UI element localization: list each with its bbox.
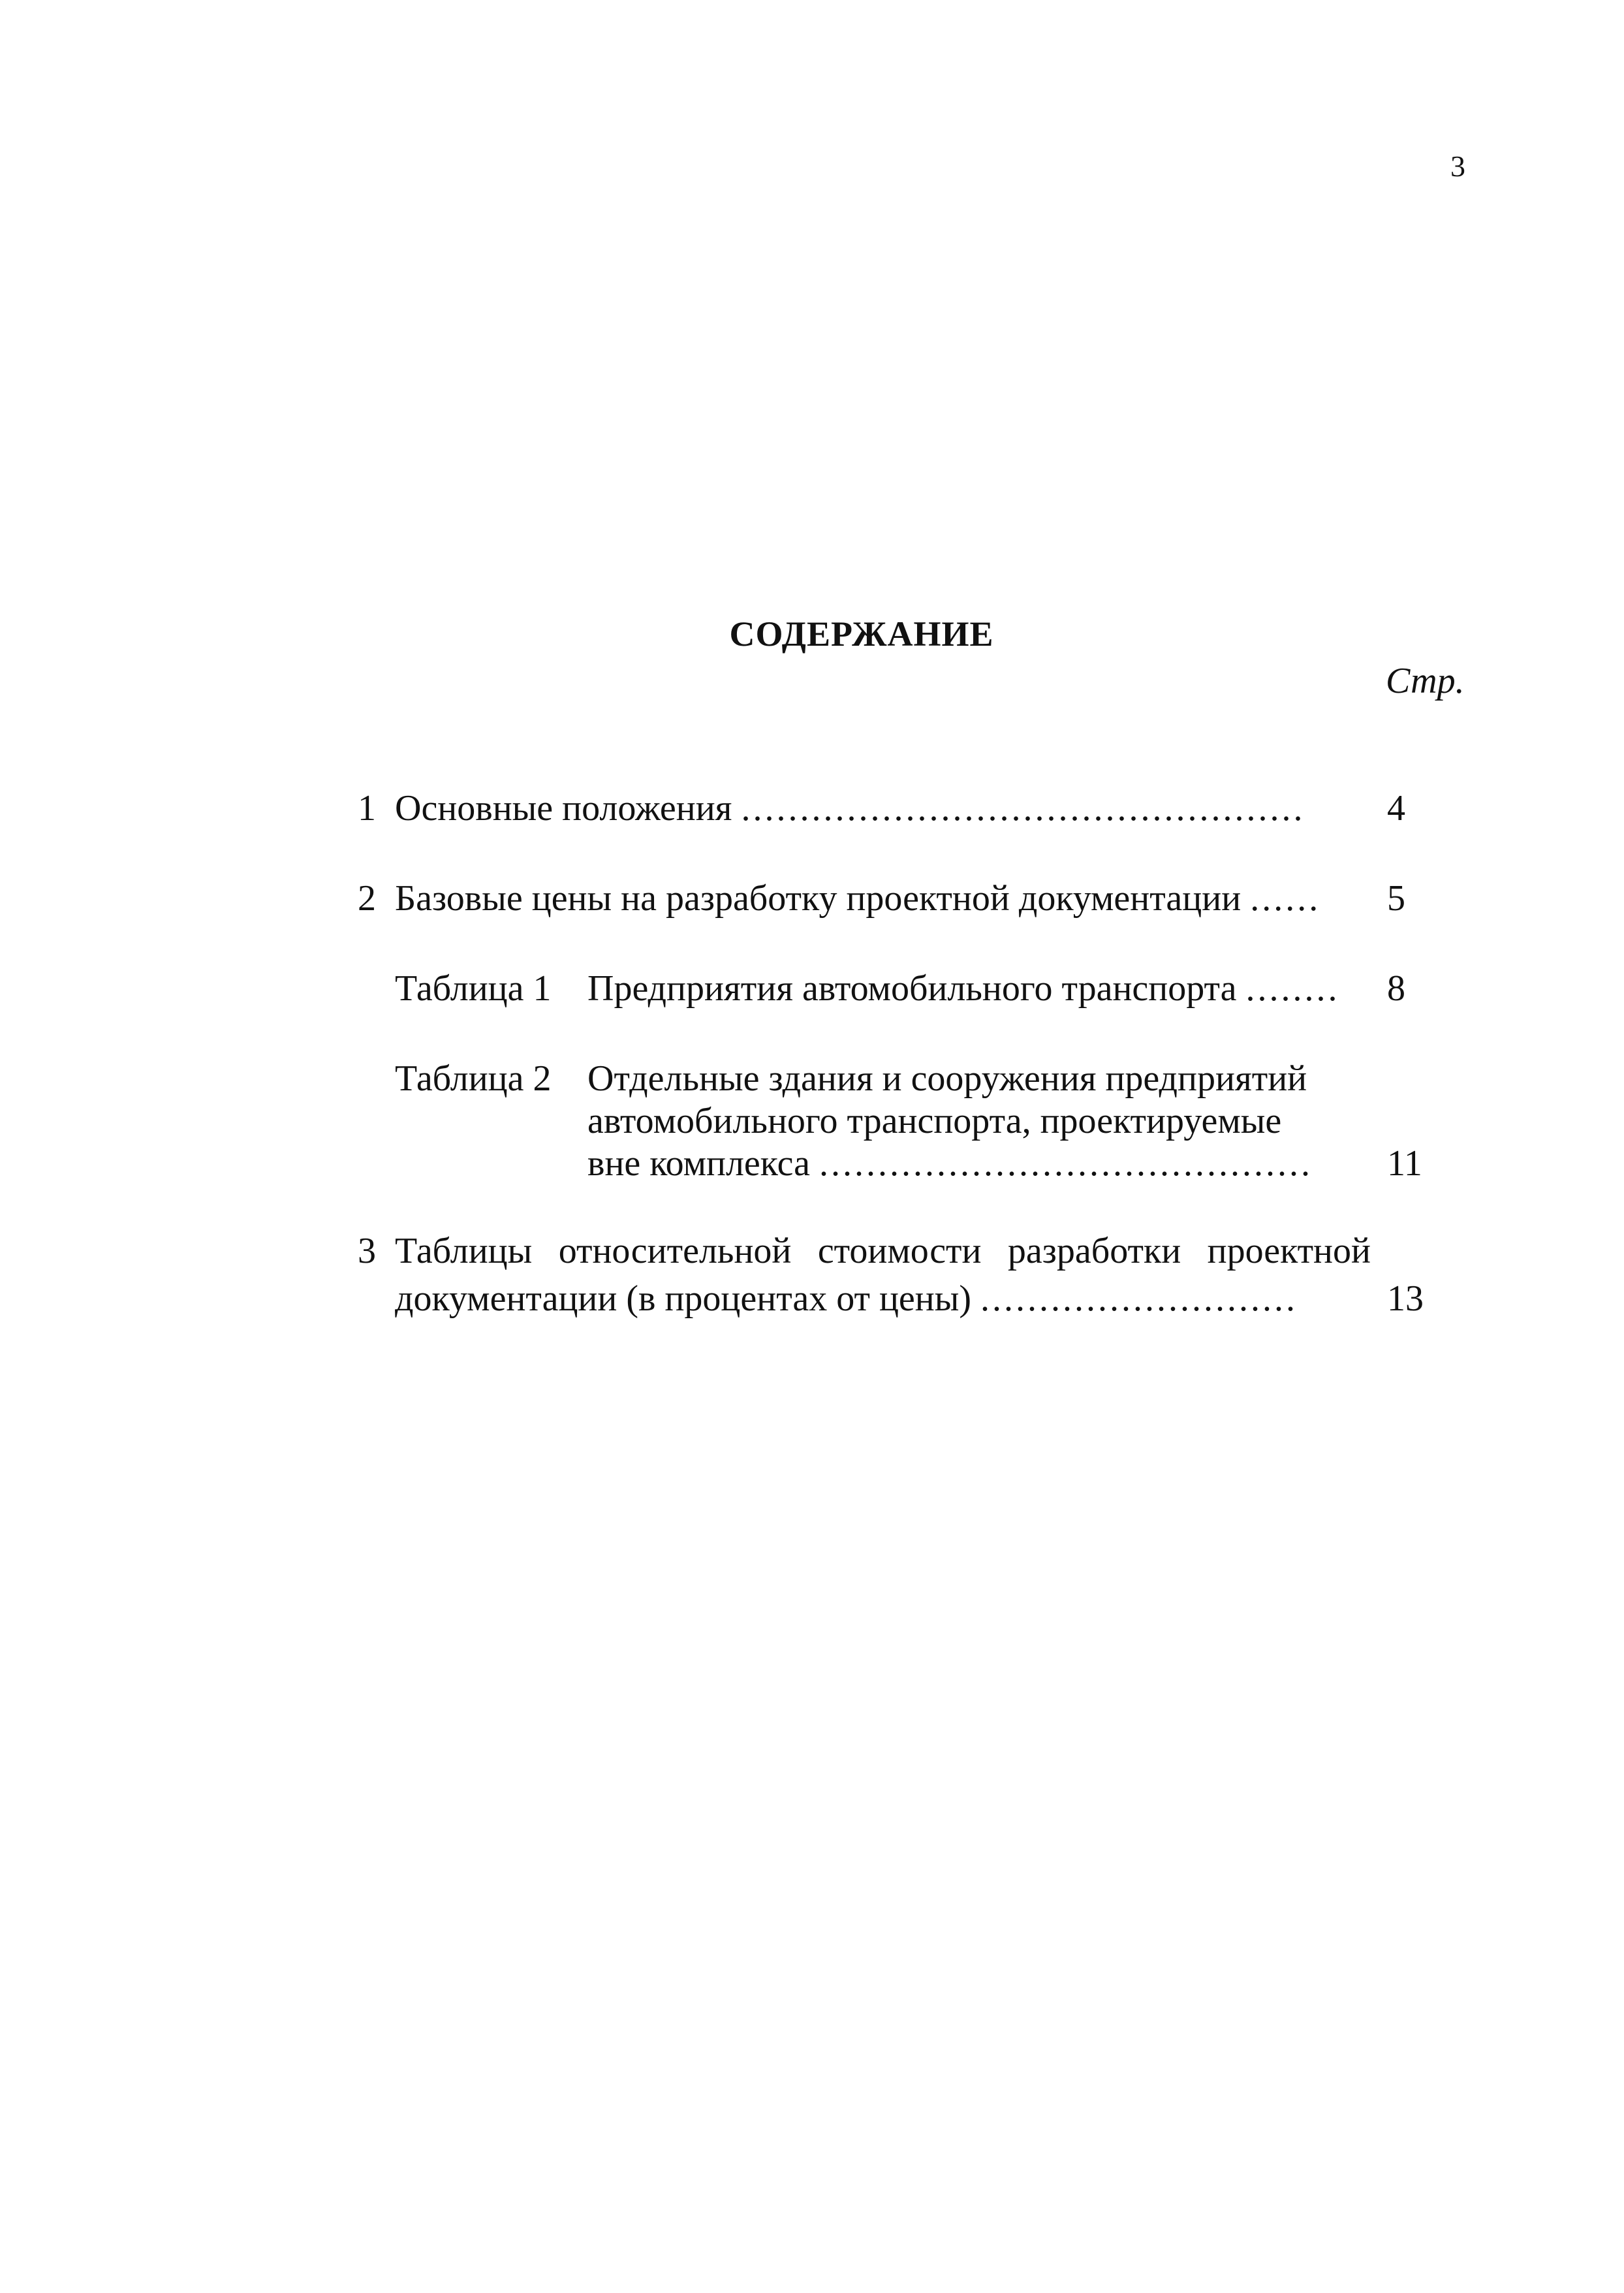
toc-entry-title: Основные положения (395, 788, 732, 829)
toc-leader-dots: ...... (1250, 878, 1321, 919)
toc-entry-number: 3 (358, 1231, 376, 1271)
toc-subentry (0, 970, 1624, 1016)
toc-entry-page: 5 (1387, 878, 1405, 919)
toc-subentry-page: 11 (1387, 1143, 1422, 1184)
toc-entry-page: 13 (1387, 1278, 1424, 1319)
toc-entry (0, 1233, 1624, 1324)
toc-subentry-page: 8 (1387, 968, 1405, 1009)
toc-subentry-title: вне комплекса (587, 1143, 810, 1184)
page-number: 3 (1450, 150, 1465, 183)
toc-leader-dots: ........ (1245, 968, 1340, 1009)
toc-leader-dots: .......................................... (819, 1143, 1313, 1184)
toc-subentry-label (587, 970, 1340, 1007)
toc-subentry-line: автомобильного транспорта, проектируемые (587, 1101, 1282, 1141)
toc-entry-number: 2 (358, 878, 376, 919)
toc-leader-dots: ................................................ (741, 788, 1305, 829)
toc-entry-line: Таблицы относительной стоимости разработки проектной (395, 1231, 1371, 1271)
toc-subentry-title: Предприятия автомобильного транспорта (587, 968, 1237, 1009)
toc-leader-dots: ........................... (980, 1278, 1298, 1319)
toc-subentry-prefix: Таблица 1 (395, 968, 552, 1009)
toc-entry (0, 790, 1624, 836)
toc-subentry-line: Отдельные здания и сооружения предприятий (587, 1058, 1307, 1099)
toc-entry (0, 880, 1624, 926)
toc-subentry-prefix: Таблица 2 (395, 1058, 552, 1099)
toc-title: СОДЕРЖАНИЕ (729, 614, 994, 654)
toc-entry-label (395, 790, 1305, 827)
toc-entry-number: 1 (358, 788, 376, 829)
page-column-label: Стр. (1386, 661, 1465, 701)
toc-entry-label (395, 880, 1320, 917)
toc-entry-title: документации (в процентах от цены) (395, 1278, 972, 1319)
toc-entry-page: 4 (1387, 788, 1405, 829)
toc-subentry (0, 1060, 1624, 1197)
toc-entry-title: Базовые цены на разработку проектной документации (395, 878, 1241, 919)
toc-entry-line (395, 1280, 1298, 1317)
toc-subentry-line (587, 1145, 1313, 1182)
